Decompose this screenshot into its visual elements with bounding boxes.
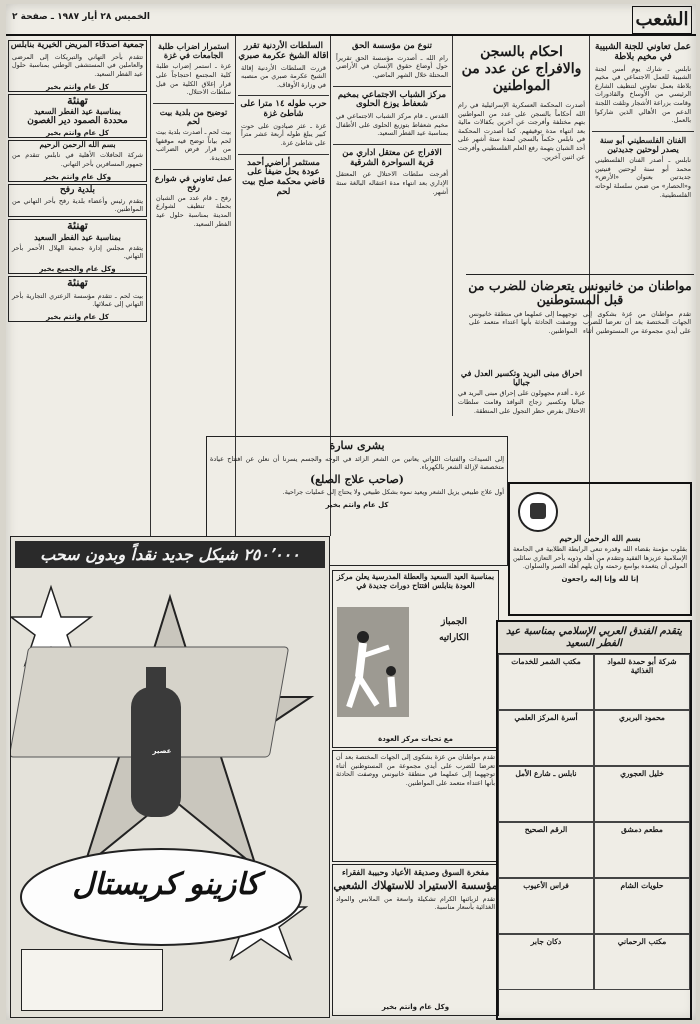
ad-title: بمناسبة العيد السعيد والعطلة المدرسية يعلن مركز العودة بنابلس افتتاح دورات جديدة في: [336, 572, 495, 590]
grid-cell: فراس الأعيوب: [498, 878, 594, 934]
column-6-notices: [8, 38, 149, 528]
article-body: رام الله ـ أصدرت مؤسسة الحق تقريراً حول أوضاع حقوق الإنسان في الأراضي المحتلة خلال الشهر الماضي.: [336, 53, 448, 79]
jabalia-article: [455, 369, 588, 439]
notice-signature: كل عام وانتم بخير: [46, 128, 109, 137]
grid-cell: مكتب الشمر للخدمات: [498, 654, 594, 710]
notice-signature: كل عام وانتم بخير: [46, 82, 109, 91]
notice-subtitle: بمناسبة عيد الفطر السعيد: [34, 231, 121, 242]
notice-body: شركة الحافلات الأهلية في نابلس تتقدم من جمهور المسافرين بأحر التهاني.: [12, 151, 143, 168]
notice-body: بقلوب مؤمنة بقضاء الله وقدره تنعى الرابطة الطلابية في الجامعة الإسلامية عزيزها الفقيد وتتقدم من أهله وذويه بأحر التعازي سائلين المولى أن يتغمده بواسع رحمته وأن يلهم أهله الصبر والسلوان.: [513, 545, 687, 571]
masthead: [6, 4, 696, 36]
article-body: قررت السلطات الأردنية إقالة الشيخ عكرمة صبري من منصبه في وزارة الأوقاف.: [241, 63, 326, 89]
notice-body: يتقدم مجلس إدارة جمعية الهلال الأحمر بأحر التهاني.: [12, 243, 143, 261]
ad-body: أول علاج طبيعي يزيل الشعر ويعيد نموه بشكل طبيعي ولا يحتاج إلى عمليات جراحية.: [282, 488, 504, 497]
greetings-grid-ad: [496, 620, 692, 1020]
column-5: [153, 38, 234, 428]
headline: احكام بالسجن والافراج عن عدد من المواطنين: [461, 44, 582, 94]
grid-cell: الرقم الصحيح: [498, 822, 594, 878]
notice: [8, 219, 147, 274]
market-ad: [332, 864, 499, 1016]
grid-cell: نابلس ـ شارع الأمل: [498, 766, 594, 822]
notice-body: تتقدم بأحر التهاني والتبريكات إلى المرضى والعاملين في المستشفى الوطني بمناسبة حلول عيد الفطر السعيد.: [12, 52, 143, 78]
article-body: رفح ـ قام عدد من الشبان بحملة تنظيف لشوارع المدينة بمناسبة حلول عيد الفطر السعيد.: [156, 193, 231, 228]
grid-cell: دكان جابر: [498, 934, 594, 990]
headline: عمل تعاوني في شوارع رفح: [154, 172, 233, 192]
article-body: غزة ـ عثر صيادون على حوت كبير يبلغ طوله أربعة عشر متراً على شاطئ غزة.: [241, 121, 326, 148]
course-item: الجمباز: [440, 617, 468, 627]
ad-title: مفخرة السوق وصديقة الأعياد وحبيبة الفقراء: [341, 867, 490, 877]
headline: حرب طوله ١٤ مترا على شاطئ غزة: [240, 99, 327, 120]
notice-title: بسم الله الرحمن الرحيم: [39, 139, 116, 149]
grid-cell: أسرة المركز العلمي: [498, 710, 594, 766]
notice-title: تهنئة: [67, 276, 88, 290]
university-emblem-icon: [518, 492, 558, 532]
notice: [8, 40, 147, 92]
ad-subtitle: مؤسسة الاستيراد للاستهلاك الشعبي: [333, 879, 498, 893]
notice: [8, 94, 147, 138]
karate-photo: [337, 607, 409, 717]
article-body: القدس ـ قام مركز الشباب الاجتماعي في مخيم شعفاط بتوزيع الحلوى على الأطفال بمناسبة عيد الفطر السعيد.: [336, 112, 448, 138]
notice-title: جمعية اصدقاء المريض الخيرية بنابلس: [10, 40, 145, 50]
headline: احراق مبنى البريد وتكسير العدل في جباليا: [460, 369, 583, 388]
headline: توضيح من بلدية بيت لحم: [159, 106, 228, 126]
headline: الافراج عن معتقل اداري من قرية السواحرة الشرقية: [342, 147, 442, 168]
headline: السلطات الأردنية تقرر اقالة الشيخ عكرمة صبري: [238, 41, 329, 61]
newspaper-logo: الشعب: [632, 6, 692, 34]
ad-signature: كل عام وانتم بخير: [325, 501, 389, 510]
ad-headline: ٢٥٠٬٠٠٠ شيكل جديد نقداً وبدون سحب: [15, 541, 325, 568]
article-body: غزة ـ أقدم مجهولون على إحراق مبنى البريد في جباليا وتكسير زجاج النوافذ وقامت سلطات الاحتلال بفرض حظر التجول على المنطقة.: [458, 389, 585, 415]
star-burst-graphic: [11, 577, 329, 997]
column-3: [333, 38, 451, 428]
course-item: الكاراتيه: [439, 633, 469, 644]
notice-title: بلدية رفح: [59, 184, 96, 195]
bottle-label: عصير: [152, 747, 172, 755]
casino-crystal-ad: [10, 536, 330, 1018]
casino-crystal-logo: كازينو كريستال: [72, 867, 260, 902]
grid-cell: شركة أبو حمدة للمواد الغذائية: [594, 654, 690, 710]
grid-cells: [498, 654, 690, 990]
ad-title: بشرى سارة: [329, 439, 385, 452]
awda-center-ad: [332, 570, 499, 748]
ad-subtitle: (صاحب علاج الصلع): [309, 472, 405, 486]
notice-title: تهنئة: [67, 93, 88, 107]
notice-title: تهنئة: [67, 219, 88, 233]
notice-body: يتقدم رئيس وأعضاء بلدية رفح بأحر التهاني من المواطنين.: [12, 196, 143, 214]
grid-cell: محمود البربري: [594, 710, 690, 766]
courses-list: [414, 611, 494, 650]
notice-signature: وكل عام وانتم بخير: [43, 172, 112, 181]
ad-body: إلى السيدات والفتيات اللواتي يعانين من الشعر الزائد في الوجه والجسم يسرنا أن نعلن عن افتتاح عيادة متخصصة لإزالة الشعر بالكهرباء.: [210, 454, 504, 472]
headline: مركز الشباب الاجتماعي بمخيم شعفاط يوزع الحلوى: [337, 89, 447, 110]
condolence-notice: [508, 482, 692, 616]
headline: الفنان الفلسطيني أبو سنة يصدر لوحتين جديدتين: [599, 134, 687, 155]
headline: مواطنان من خانيونس يتعرضان للضرب من قبل المستوطنين: [466, 274, 694, 308]
notice-signature: إنا لله وإنا إليه راجعون: [561, 574, 639, 583]
notice: [8, 184, 147, 218]
ad-body: تقدم لزبائنها الكرام تشكيلة واسعة من الملابس والمواد الغذائية بأسعار مناسبة.: [336, 894, 495, 912]
article-body: نابلس ـ شارك يوم أمس لجنة الشبيبة للعمل الاجتماعي في مخيم بلاطة بعمل تعاوني لتنظيف الشارع الرئيسي من الأوساخ والقاذورات وقامت بزراعة الأشجار وتلقت اللجنة الدعم من الأهالي الذين شاركوا بالعمل.: [595, 64, 691, 125]
grid-cell: مكتب الرحماني: [594, 934, 690, 990]
headline: مستثمر أراضي أحمد عودة يحل ضيفاً على قاضي محكمة صلح بيت لحم: [242, 157, 325, 197]
article-body: نابلس ـ أصدر الفنان الفلسطيني محمد أبو سنة لوحتين فنيتين جديدتين بعنوان «الأرض» و«الحصار» من ضمن سلسلة لوحاته الفلسطينية.: [595, 156, 691, 199]
headline: استمرار اضراب طلبة الجامعات في غزة: [158, 41, 229, 61]
center-text-block: [332, 750, 499, 862]
ad-signature: وكل عام وانتم بخير: [381, 1003, 450, 1011]
grid-cell: حلويات الشام: [594, 878, 690, 934]
grid-cell: خليل العجوري: [594, 766, 690, 822]
ad-signature: مع تحيات مركز العودة: [378, 735, 453, 743]
article-body: تقدم مواطنان من غزة بشكوى إلى الجهات المختصة بعد أن تعرضا للضرب على أيدي مجموعة من المستوطنين أثناء توجههما إلى عملهما في منطقة خانيونس ووصفت الحادثة بأنها اعتداء متعمد على المواطنين.: [336, 753, 495, 787]
column-2: [455, 38, 588, 268]
article-body: بيت لحم ـ أصدرت بلدية بيت لحم بياناً توضح فيه موقفها من قرار فرض الضرائب الجديدة.: [156, 128, 231, 162]
article-body: أفرجت سلطات الاحتلال عن المعتقل الإداري بعد انتهاء مدة اعتقاله البالغة ستة أشهر.: [336, 170, 448, 196]
notice: [8, 276, 147, 322]
headline: تنوع من مؤسسة الحق: [351, 41, 433, 51]
notice-body: بيت لحم ـ تتقدم مؤسسة الزعتري التجارية بأحر التهاني إلى عملائها.: [12, 291, 143, 309]
article-body: أصدرت المحكمة العسكرية الإسرائيلية في رام الله أحكاماً بالسجن على عدد من المواطنين بتهم مختلفة وأفرجت عن آخرين بكفالات مالية بعد انتهاء مدة توقيفهم. كما أصدرت المحكمة في نابلس حكماً بالسجن لمدة ستة أشهر على أحد الشبان بتهمة رفع العلم الفلسطيني وأفرجت عن اثنين آخرين.: [458, 101, 585, 161]
headline: عمل تعاوني للجنة الشبيبة في مخيم بلاطة: [594, 42, 692, 63]
column-4: [238, 38, 329, 428]
notice-signature: وكل عام والجميع بخير: [39, 265, 116, 274]
article-body: غزة ـ استمر إضراب طلبة كلية المجتمع احتجاجاً على قرار إغلاق الكلية من قبل سلطات الاحتلال.: [156, 62, 231, 97]
newspaper-page: [6, 4, 696, 1020]
notice-title: بسم الله الرحمن الرحيم: [559, 533, 641, 543]
grid-cell: مطعم دمشق: [594, 822, 690, 878]
notice: [8, 140, 147, 182]
sponsor-panel: [21, 949, 163, 1011]
notice-subtitle: بمناسبة عيد الفطر السعيد: [34, 106, 121, 117]
notice-signature: كل عام وانتم بخير: [46, 312, 109, 321]
grid-header: يتقدم الفندق العربي الإسلامي بمناسبة عيد الفطر السعيد: [498, 622, 690, 654]
article-body: تقدم مواطنان من غزة بشكوى إلى الجهات المختصة بعد أن تعرضا للضرب على أيدي مجموعة من المستوطنين أثناء توجههما إلى عملهما في منطقة خانيونس ووصفت الحادثة بأنها اعتداء متعمد على المواطنين.: [469, 309, 691, 335]
notice-subtitle: محددة الصمود دير الغصون: [27, 116, 128, 127]
dateline: الخميس ٢٨ أيار ١٩٨٧ ـ صفحة ٢: [12, 12, 150, 22]
